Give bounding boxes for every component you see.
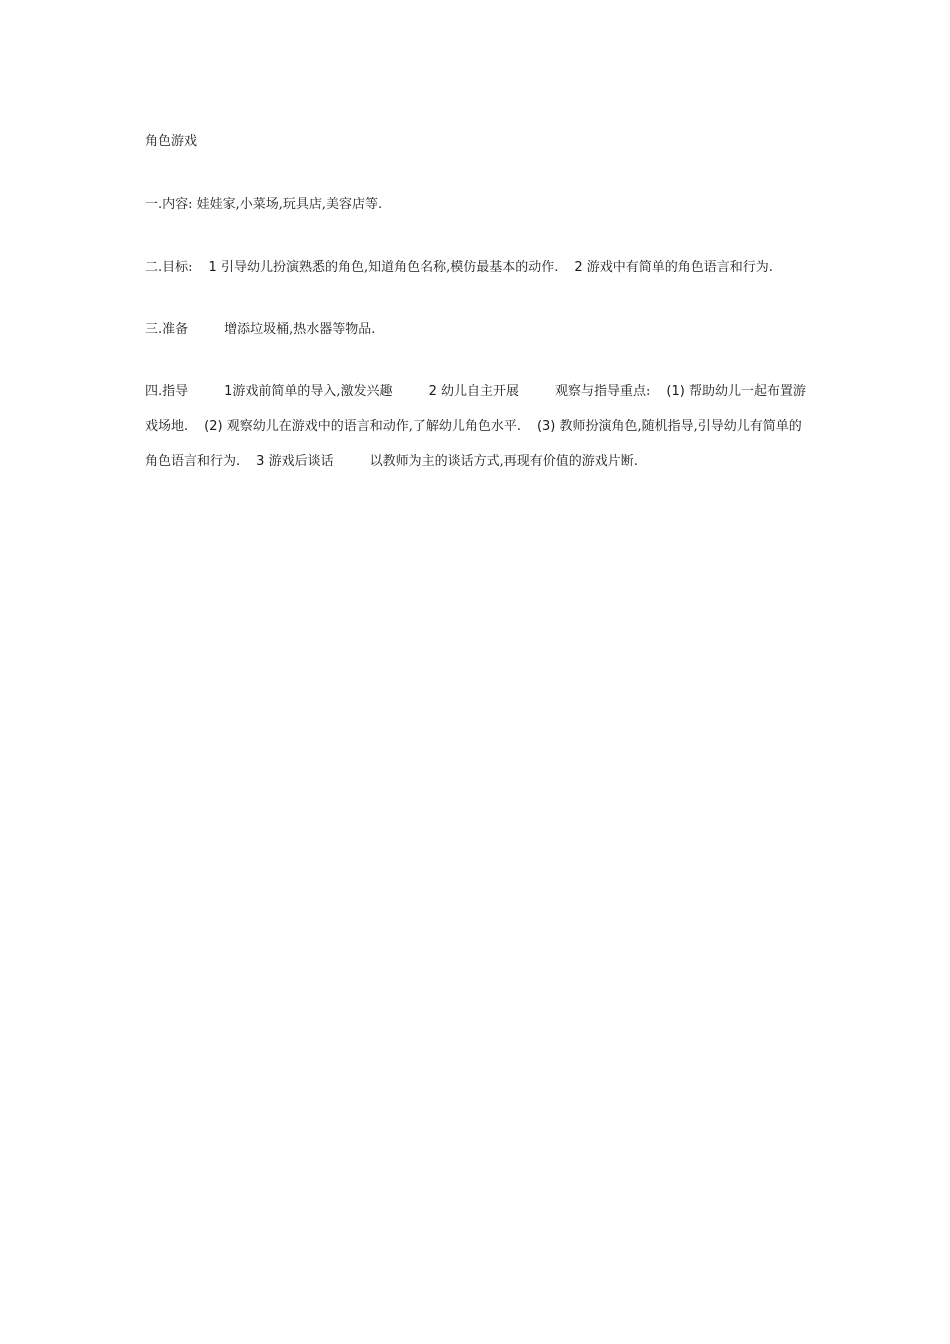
point-2-text: 观察幼儿在游戏中的语言和动作,了解幼儿角色水平. bbox=[226, 419, 521, 434]
goals-paragraph bbox=[145, 250, 810, 285]
point-3-text: 教师扮演角色,随机指导,引导幼儿有简单的角色语言和行为. bbox=[145, 419, 802, 469]
goal-2-text: 游戏中有简单的角色语言和行为. bbox=[586, 260, 773, 275]
point-1-number: (1) bbox=[666, 384, 685, 399]
goal-1-number: 1 bbox=[208, 260, 217, 275]
goal-2-number: 2 bbox=[574, 260, 583, 275]
step-2-text: 幼儿自主开展 bbox=[440, 384, 519, 399]
content-paragraph bbox=[145, 187, 810, 222]
goal-1-text: 引导幼儿扮演熟悉的角色,知道角色名称,模仿最基本的动作. bbox=[220, 260, 559, 275]
guidance-heading: 四.指导 bbox=[145, 384, 189, 399]
guidance-paragraph bbox=[145, 374, 810, 479]
step-3-detail: 以教师为主的谈话方式,再现有价值的游戏片断. bbox=[369, 454, 638, 469]
goals-heading: 二.目标: bbox=[145, 260, 193, 275]
step-1-number: 1 bbox=[224, 384, 233, 399]
preparation-text: 增添垃圾桶,热水器等物品. bbox=[224, 322, 376, 337]
content-text: 娃娃家,小菜场,玩具店,美容店等. bbox=[196, 197, 383, 212]
point-1-text: 帮助幼儿一起布置游戏场地. bbox=[145, 384, 806, 434]
point-3-number: (3) bbox=[536, 419, 556, 434]
preparation-paragraph bbox=[145, 312, 810, 347]
preparation-heading: 三.准备 bbox=[145, 322, 189, 337]
focus-label: 观察与指导重点: bbox=[555, 384, 651, 399]
step-3-text: 游戏后谈话 bbox=[268, 454, 334, 469]
document-title: 角色游戏 bbox=[145, 134, 198, 149]
content-heading: 一.内容: bbox=[145, 197, 193, 212]
step-3-number: 3 bbox=[256, 454, 265, 469]
point-2-number: (2) bbox=[204, 419, 223, 434]
step-1-text: 游戏前简单的导入,激发兴趣 bbox=[232, 384, 393, 399]
step-2-number: 2 bbox=[428, 384, 437, 399]
document-body bbox=[145, 124, 810, 479]
